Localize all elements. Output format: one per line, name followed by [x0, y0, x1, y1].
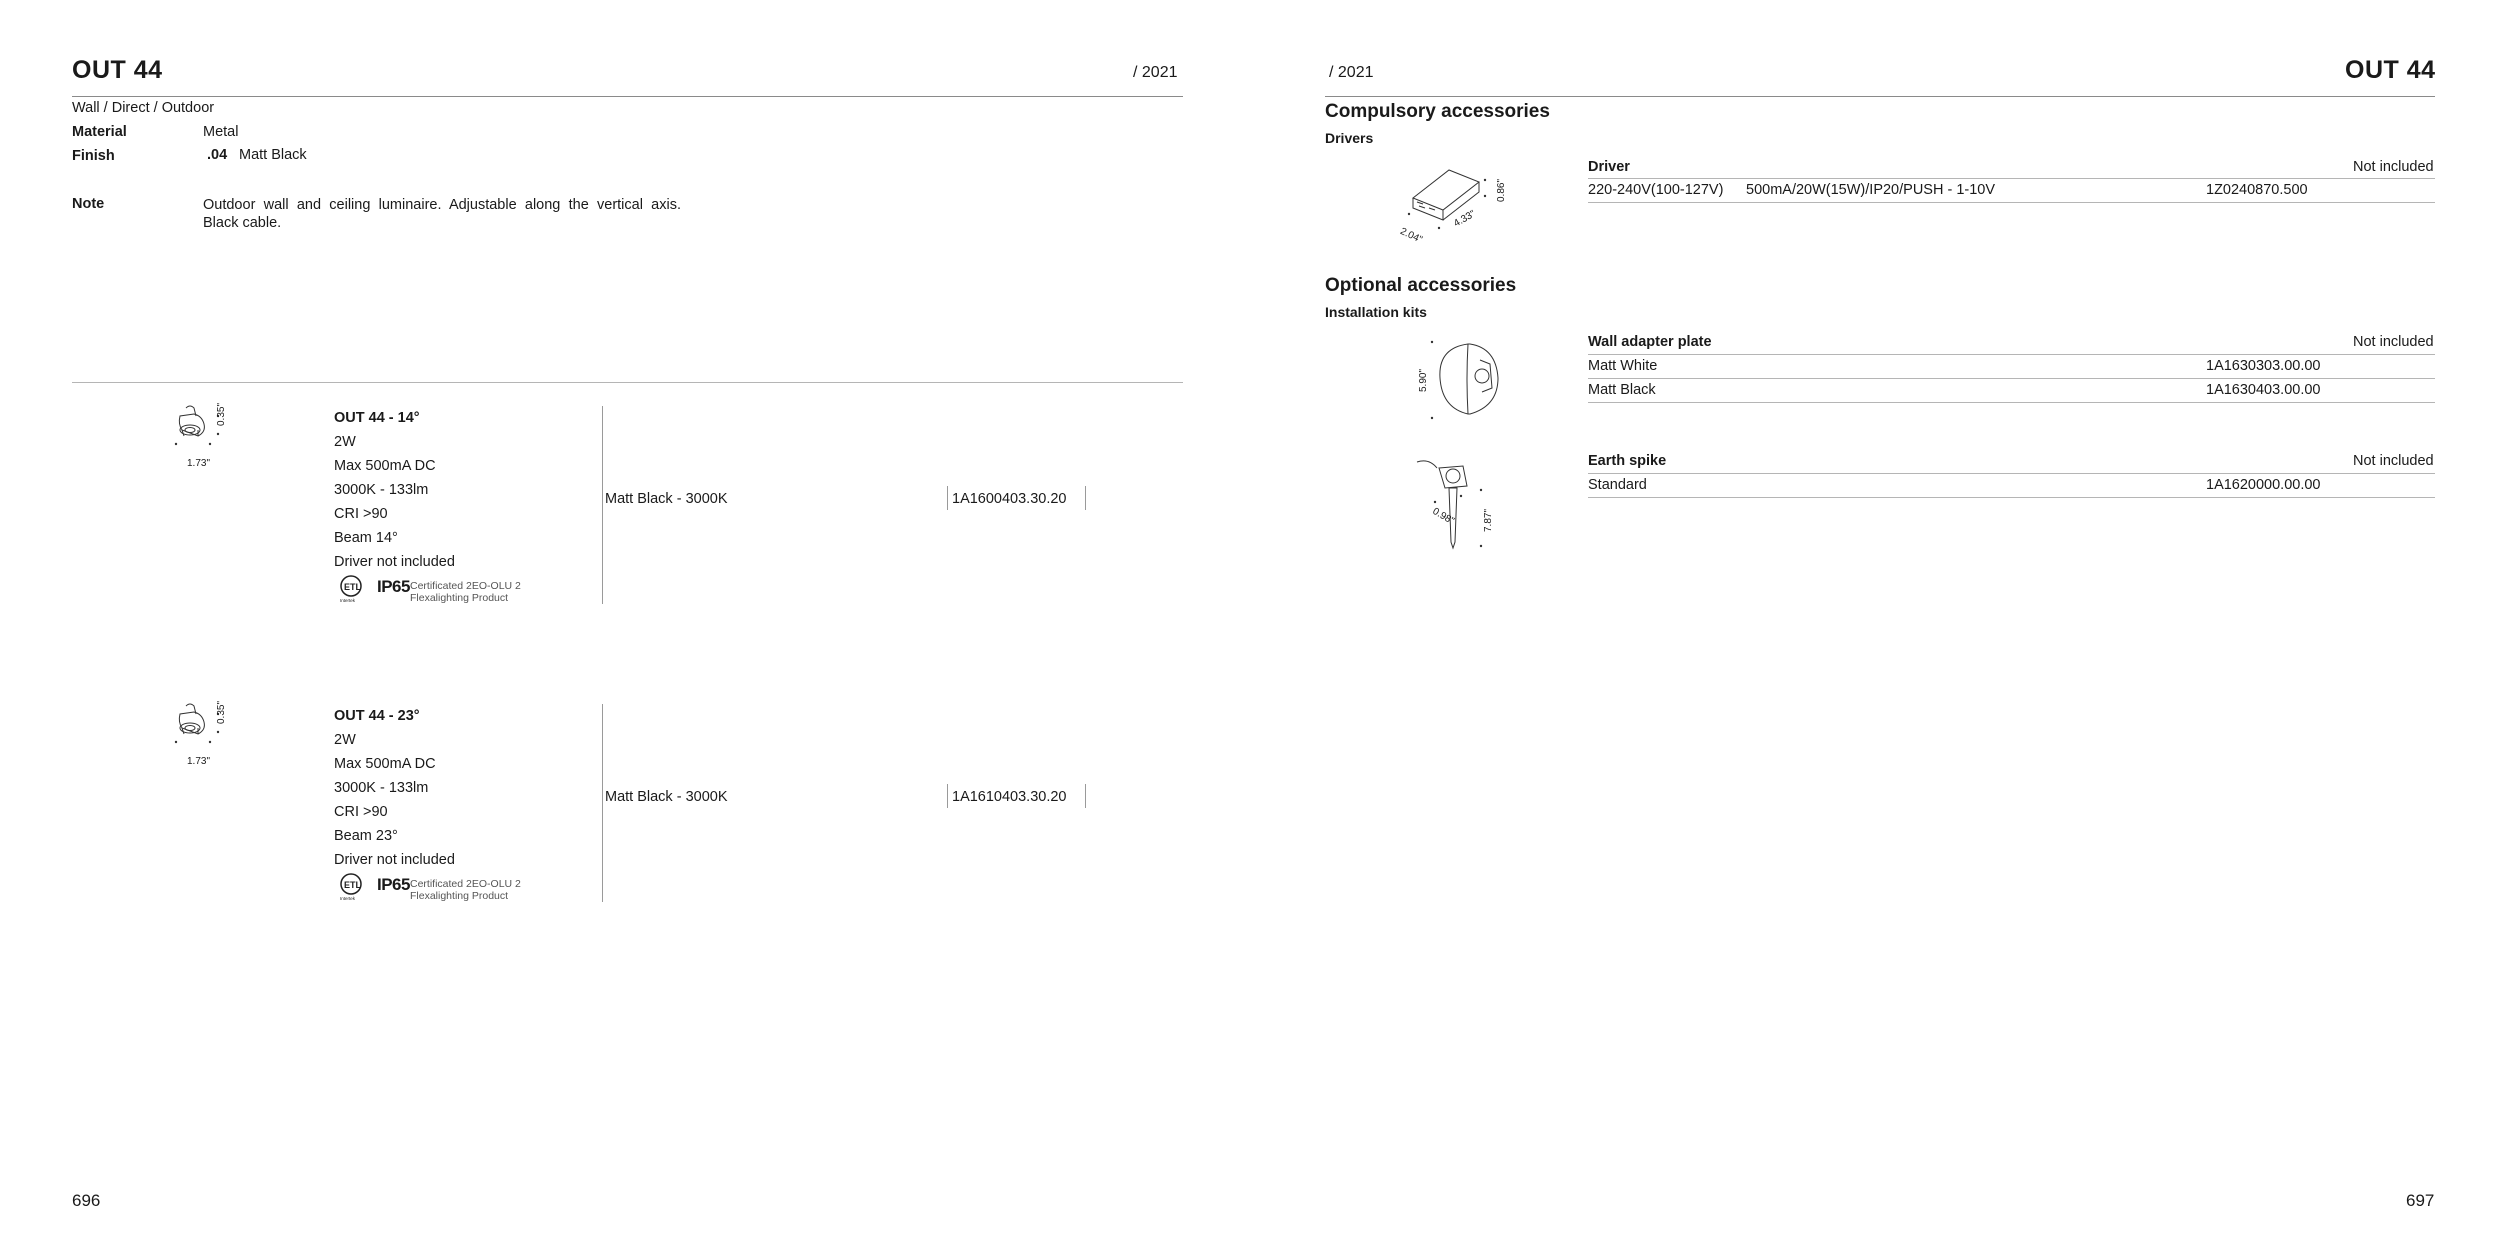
left-subtitle: Wall / Direct / Outdoor — [72, 100, 215, 116]
column-divider — [1085, 486, 1086, 510]
material-label: Material — [72, 124, 127, 140]
compulsory-heading: Compulsory accessories — [1325, 101, 1550, 122]
ip-rating-badge: IP65 — [377, 577, 410, 596]
etl-certification-icon — [338, 872, 370, 902]
plate-status: Not included — [2353, 334, 2434, 350]
table-rule — [1588, 497, 2435, 498]
ip-rating-badge: IP65 — [377, 875, 410, 894]
left-page-number: 696 — [72, 1191, 101, 1210]
cert-line: Flexalighting Product — [410, 890, 509, 902]
dimension-height: 0.35" — [216, 700, 227, 724]
svg-text:Intertek: Intertek — [340, 598, 356, 603]
plate-option-name: Matt Black — [1588, 382, 1656, 398]
product-name: OUT 44 - 23° — [334, 708, 420, 724]
driver-code: 1Z0240870.500 — [2206, 182, 2308, 198]
dimension-width: 1.73" — [187, 458, 211, 469]
driver-table-title: Driver — [1588, 159, 1630, 175]
product-code: 1A1600403.30.20 — [952, 491, 1067, 507]
dimension-length: 4.33" — [1452, 208, 1478, 230]
table-rule — [1588, 354, 2435, 355]
driver-status: Not included — [2353, 159, 2434, 175]
column-divider — [1085, 784, 1086, 808]
left-header-rule — [72, 96, 1183, 97]
product-spec: Beam 14° — [334, 530, 398, 546]
earth-spike-drawing-icon — [1415, 458, 1505, 553]
right-page-number: 697 — [2406, 1191, 2435, 1210]
column-divider — [602, 704, 603, 902]
plate-option-name: Matt White — [1588, 358, 1658, 374]
product-spec: Driver not included — [334, 554, 455, 570]
plate-option-code: 1A1630403.00.00 — [2206, 382, 2321, 398]
product-spec: Max 500mA DC — [334, 756, 436, 772]
product-spec: 2W — [334, 732, 356, 748]
note-label: Note — [72, 196, 105, 212]
cert-line: Flexalighting Product — [410, 592, 509, 604]
table-rule — [1588, 178, 2435, 179]
right-year: / 2021 — [1329, 64, 1374, 81]
dimension-height: 7.87" — [1483, 508, 1494, 532]
column-divider — [602, 406, 603, 604]
table-rule — [1588, 402, 2435, 403]
optional-heading: Optional accessories — [1325, 275, 1517, 296]
svg-text:Intertek: Intertek — [340, 896, 356, 901]
product-spec: 3000K - 133lm — [334, 482, 429, 498]
product-spec: 3000K - 133lm — [334, 780, 429, 796]
plate-option-code: 1A1630303.00.00 — [2206, 358, 2321, 374]
left-page-title: OUT 44 — [72, 56, 163, 84]
material-value: Metal — [203, 124, 239, 140]
cert-line: Certificated 2EO-OLU 2 — [410, 878, 521, 890]
product-spec: CRI >90 — [334, 506, 388, 522]
dimension-height: 0.86" — [1496, 178, 1507, 202]
compulsory-group: Drivers — [1325, 130, 1374, 146]
svg-text:ETL: ETL — [344, 582, 361, 592]
product-spec: Max 500mA DC — [334, 458, 436, 474]
driver-drawing-icon — [1405, 162, 1515, 242]
wall-plate-drawing-icon — [1418, 338, 1508, 428]
table-rule — [1588, 473, 2435, 474]
product-spec: Beam 23° — [334, 828, 398, 844]
dimension-diameter: 5.90" — [1418, 368, 1429, 392]
product-variant: Matt Black - 3000K — [605, 789, 728, 805]
cert-line: Certificated 2EO-OLU 2 — [410, 580, 521, 592]
left-section-rule — [72, 382, 1183, 383]
left-year: / 2021 — [1133, 64, 1178, 81]
right-header-rule — [1325, 96, 2435, 97]
dimension-width: 2.04" — [1398, 226, 1424, 246]
table-rule — [1588, 378, 2435, 379]
spike-table-title: Earth spike — [1588, 453, 1667, 469]
plate-table-title: Wall adapter plate — [1588, 334, 1712, 350]
spike-option-code: 1A1620000.00.00 — [2206, 477, 2321, 493]
note-text: Outdoor wall and ceiling luminaire. Adjustable along the vertical axis. Black cable. — [203, 197, 681, 231]
dimension-height: 0.35" — [216, 402, 227, 426]
table-rule — [1588, 202, 2435, 203]
driver-input: 220-240V(100-127V) — [1588, 182, 1724, 198]
product-name: OUT 44 - 14° — [334, 410, 420, 426]
finish-label: Finish — [72, 148, 115, 164]
dimension-depth: 0.98" — [1430, 506, 1456, 528]
right-page-title: OUT 44 — [2345, 56, 2436, 84]
product-spec: Driver not included — [334, 852, 455, 868]
product-spec: CRI >90 — [334, 804, 388, 820]
product-code: 1A1610403.30.20 — [952, 789, 1067, 805]
column-divider — [947, 486, 948, 510]
optional-group: Installation kits — [1325, 304, 1427, 320]
product-spec: 2W — [334, 434, 356, 450]
etl-certification-icon — [338, 574, 370, 604]
finish-code: .04 — [207, 147, 228, 163]
spike-status: Not included — [2353, 453, 2434, 469]
svg-text:ETL: ETL — [344, 880, 361, 890]
spike-option-name: Standard — [1588, 477, 1647, 493]
driver-spec: 500mA/20W(15W)/IP20/PUSH - 1-10V — [1746, 182, 1996, 198]
finish-value: Matt Black — [239, 147, 307, 163]
dimension-width: 1.73" — [187, 756, 211, 767]
product-variant: Matt Black - 3000K — [605, 491, 728, 507]
column-divider — [947, 784, 948, 808]
